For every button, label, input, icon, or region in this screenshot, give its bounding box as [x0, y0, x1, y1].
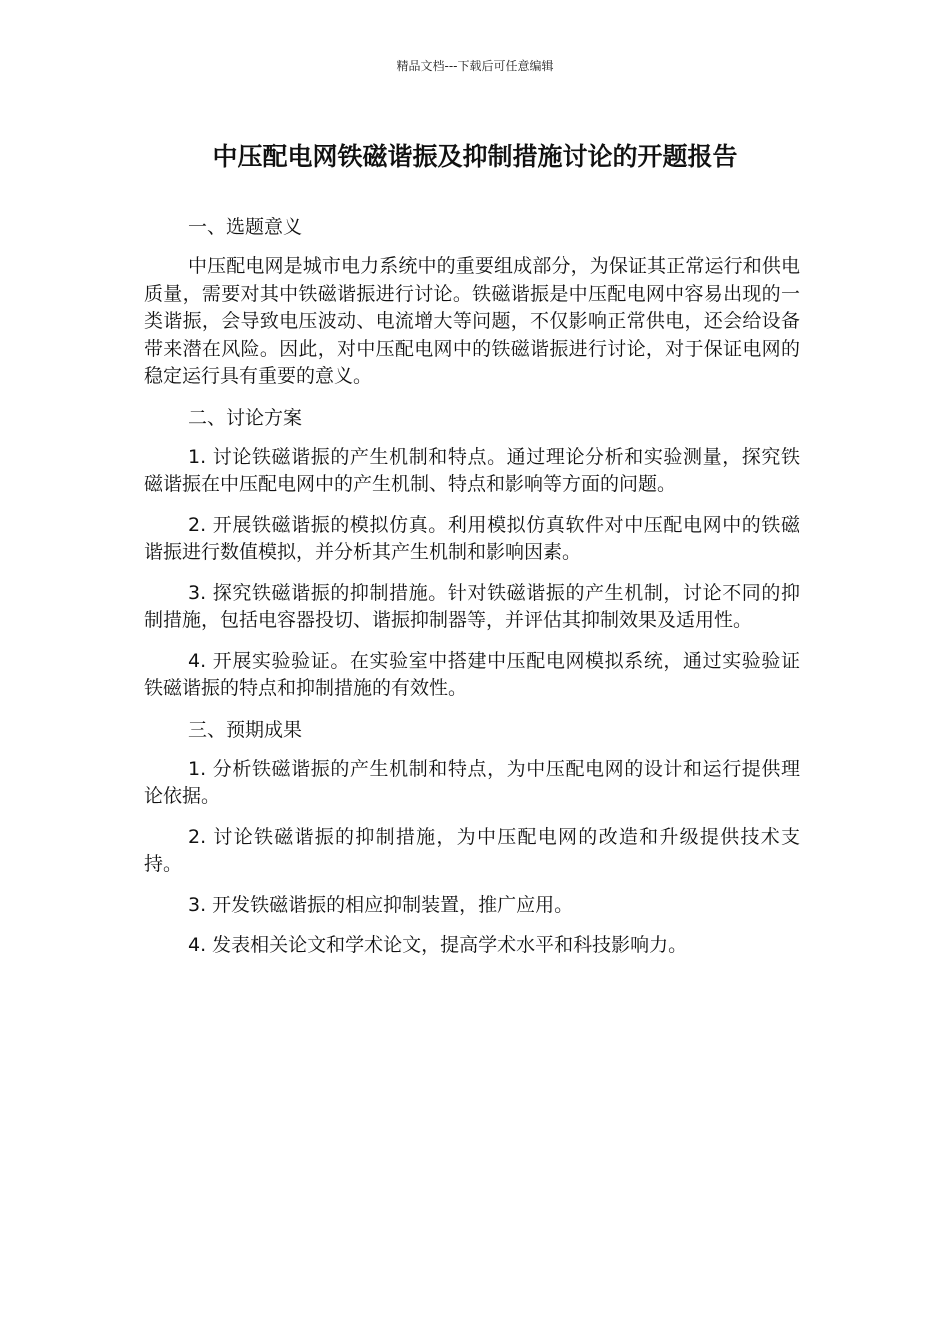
- paragraph: 3. 探究铁磁谐振的抑制措施。针对铁磁谐振的产生机制，讨论不同的抑制措施，包括电容器投切、谐振抑制器等，并评估其抑制效果及适用性。: [144, 581, 800, 631]
- section-expected-results: [144, 716, 800, 960]
- paragraph: 1. 分析铁磁谐振的产生机制和特点，为中压配电网的设计和运行提供理论依据。: [144, 757, 800, 807]
- paragraph: 4. 开展实验验证。在实验室中搭建中压配电网模拟系统，通过实验验证铁磁谐振的特点和抑制措施的有效性。: [144, 649, 800, 699]
- paragraph: 2. 开展铁磁谐振的模拟仿真。利用模拟仿真软件对中压配电网中的铁磁谐振进行数值模拟，并分析其产生机制和影响因素。: [144, 513, 800, 563]
- document-title: 中压配电网铁磁谐振及抑制措施讨论的开题报告: [212, 142, 738, 171]
- section-heading: 二、讨论方案: [188, 406, 303, 429]
- section-significance: [144, 213, 800, 391]
- section-plan: [144, 404, 800, 703]
- section-heading: 三、预期成果: [188, 718, 303, 741]
- document-body: [144, 213, 800, 973]
- header-note: 精品文档---下载后可任意编辑: [396, 59, 554, 73]
- paragraph: 2. 讨论铁磁谐振的抑制措施，为中压配电网的改造和升级提供技术支持。: [144, 825, 800, 875]
- paragraph: 1. 讨论铁磁谐振的产生机制和特点。通过理论分析和实验测量，探究铁磁谐振在中压配电网中的产生机制、特点和影响等方面的问题。: [144, 445, 800, 495]
- section-heading: 一、选题意义: [188, 216, 303, 238]
- paragraph: 中压配电网是城市电力系统中的重要组成部分，为保证其正常运行和供电质量，需要对其中铁磁谐振进行讨论。铁磁谐振是中压配电网中容易出现的一类谐振，会导致电压波动、电流增大等问题，不仅影响正常供电，还会给设备带来潜在风险。因此，对中压配电网中的铁磁谐振进行讨论，对于保证电网的稳定运行具有重要的意义。: [144, 255, 800, 387]
- paragraph: 4. 发表相关论文和学术论文，提高学术水平和科技影响力。: [188, 934, 688, 956]
- paragraph: 3. 开发铁磁谐振的相应抑制装置，推广应用。: [188, 893, 574, 916]
